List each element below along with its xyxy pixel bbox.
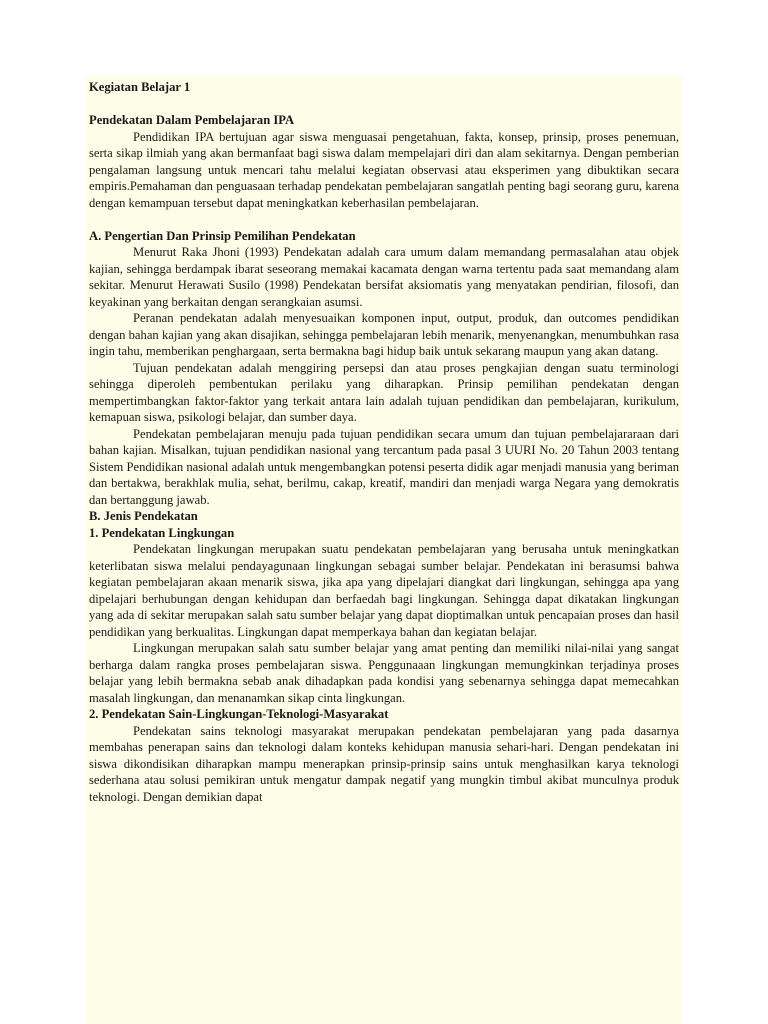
section-a-heading: A. Pengertian Dan Prinsip Pemilihan Pendekatan: [89, 228, 356, 243]
spacer: [89, 96, 679, 113]
section-a-paragraph-2: Peranan pendekatan adalah menyesuaikan komponen input, output, produk, dan outcomes pendidikan dengan bahan kajian yang akan disajikan, sehingga pembelajaran lebih menarik, menyenangkan, menumbuhkan rasa ingin tahu, memberikan penghargaan, serta bermakna bagi hidup baik untuk sekarang maupun yang akan datang.: [89, 311, 679, 358]
subsection-2-paragraph-1: Pendekatan sains teknologi masyarakat merupakan pendekatan pembelajaran yang pada dasarnya membahas penerapan sains dan teknologi dalam konteks kehidupan manusia sehari-hari. Dengan pendekatan ini siswa dikondisikan diharapkan mampu menerapkan prinsip-prinsip sains untuk menghasilkan karya teknologi sederhana atau solusi pemikiran untuk mengatur dampak negatif yang mungkin timbul akibat munculnya produk teknologi. Dengan demikian dapat: [89, 723, 679, 804]
spacer: [89, 211, 679, 228]
section-a-paragraph-1: Menurut Raka Jhoni (1993) Pendekatan adalah cara umum dalam memandang permasalahan atau objek kajian, sehingga berdampak ibarat seseorang memakai kacamata dengan warna tertentu pada saat memandang alam sekitar. Menurut Herawati Susilo (1998) Pendekatan bersifat aksiomatis yang menyatakan pendirian, filosofi, dan keyakinan yang berkaitan dengan serangkaian asumsi.: [89, 245, 679, 309]
activity-title: Kegiatan Belajar 1: [89, 80, 191, 94]
subsection-1-paragraph-2: Lingkungan merupakan salah satu sumber belajar yang amat penting dan memiliki nilai-nilai yang sangat berharga dalam rangka proses pembelajaran siswa. Penggunaaan lingkungan memungkinkan terjadinya proses belajar yang lebih bermakna sebab anak dihadapkan pada kondisi yang sebenarnya sehingga dapat memecahkan masalah lingkungan, dan menanamkan sikap cinta lingkungan.: [89, 641, 679, 705]
intro-paragraph: Pendidikan IPA bertujuan agar siswa menguasai pengetahuan, fakta, konsep, prinsip, proses penemuan, serta sikap ilmiah yang akan bermanfaat bagi siswa dalam mempelajari diri dan alam sekitarnya. Dengan pemberian pengalaman langsung untuk mencari tahu melalui kegiatan observasi atau eksperimen yang dibuktikan secara empiris.Pemahaman dan penguasaan terhadap pendekatan pembelajaran sangatlah penting bagi seorang guru, karena dengan kemampuan tersebut dapat meningkatkan keberhasilan pembelajaran.: [89, 129, 679, 210]
section-a-paragraph-4: Pendekatan pembelajaran menuju pada tujuan pendidikan secara umum dan tujuan pembelajararaan dari bahan kajian. Misalkan, tujuan pendidikan nasional yang tercantum pada pasal 3 UURI No. 20 Tahun 2003 tentang Sistem Pendidikan nasional adalah untuk mengembangkan potensi peserta didik agar menjadi manusia yang beriman dan bertakwa, berakhlak mulia, sehat, berilmu, cakap, kreatif, mandiri dan menjadi warga Negara yang demokratis dan bertanggung jawab.: [89, 426, 679, 507]
subsection-1-paragraph-1: Pendekatan lingkungan merupakan suatu pendekatan pembelajaran yang berusaha untuk meningkatkan keterlibatan siswa melalui pendayagunaan lingkungan sebagai sumber belajar. Pendekatan ini berasumsi bahwa kegiatan pembelajaran akaan menarik siswa, jika apa yang dipelajari diangkat dari lingkungan, sehingga apa yang dipelajari berhubungan dengan kehidupan dan berfaedah bagi lingkungan. Sehingga dapat dikatakan lingkungan yang ada di sekitar merupakan salah satu sumber belajar yang dapat dioptimalkan untuk pencapaian proses dan hasil pendidikan yang berkualitas. Lingkungan dapat memperkaya bahan dan kegiatan belajar.: [89, 542, 679, 639]
subsection-1-heading: 1. Pendekatan Lingkungan: [89, 525, 235, 540]
document-content: [86, 76, 682, 805]
section-a-paragraph-3: Tujuan pendekatan adalah menggiring persepsi dan atau proses pengkajian dengan suatu terminologi sehingga diperoleh pembentukan perilaku yang diharapkan. Prinsip pemilihan pendekatan dengan mempertimbangkan faktor-faktor yang terkait antara lain adalah tujuan pendidikan dan pembelajaran, kurikulum, kemapuan siswa, psikologi belajar, dan sumber daya.: [89, 360, 679, 424]
page-title: Pendekatan Dalam Pembelajaran IPA: [89, 113, 295, 127]
document-page: [86, 76, 682, 1024]
section-b-heading: B. Jenis Pendekatan: [89, 509, 198, 523]
subsection-2-heading: 2. Pendekatan Sain-Lingkungan-Teknologi-Masyarakat: [89, 707, 389, 721]
